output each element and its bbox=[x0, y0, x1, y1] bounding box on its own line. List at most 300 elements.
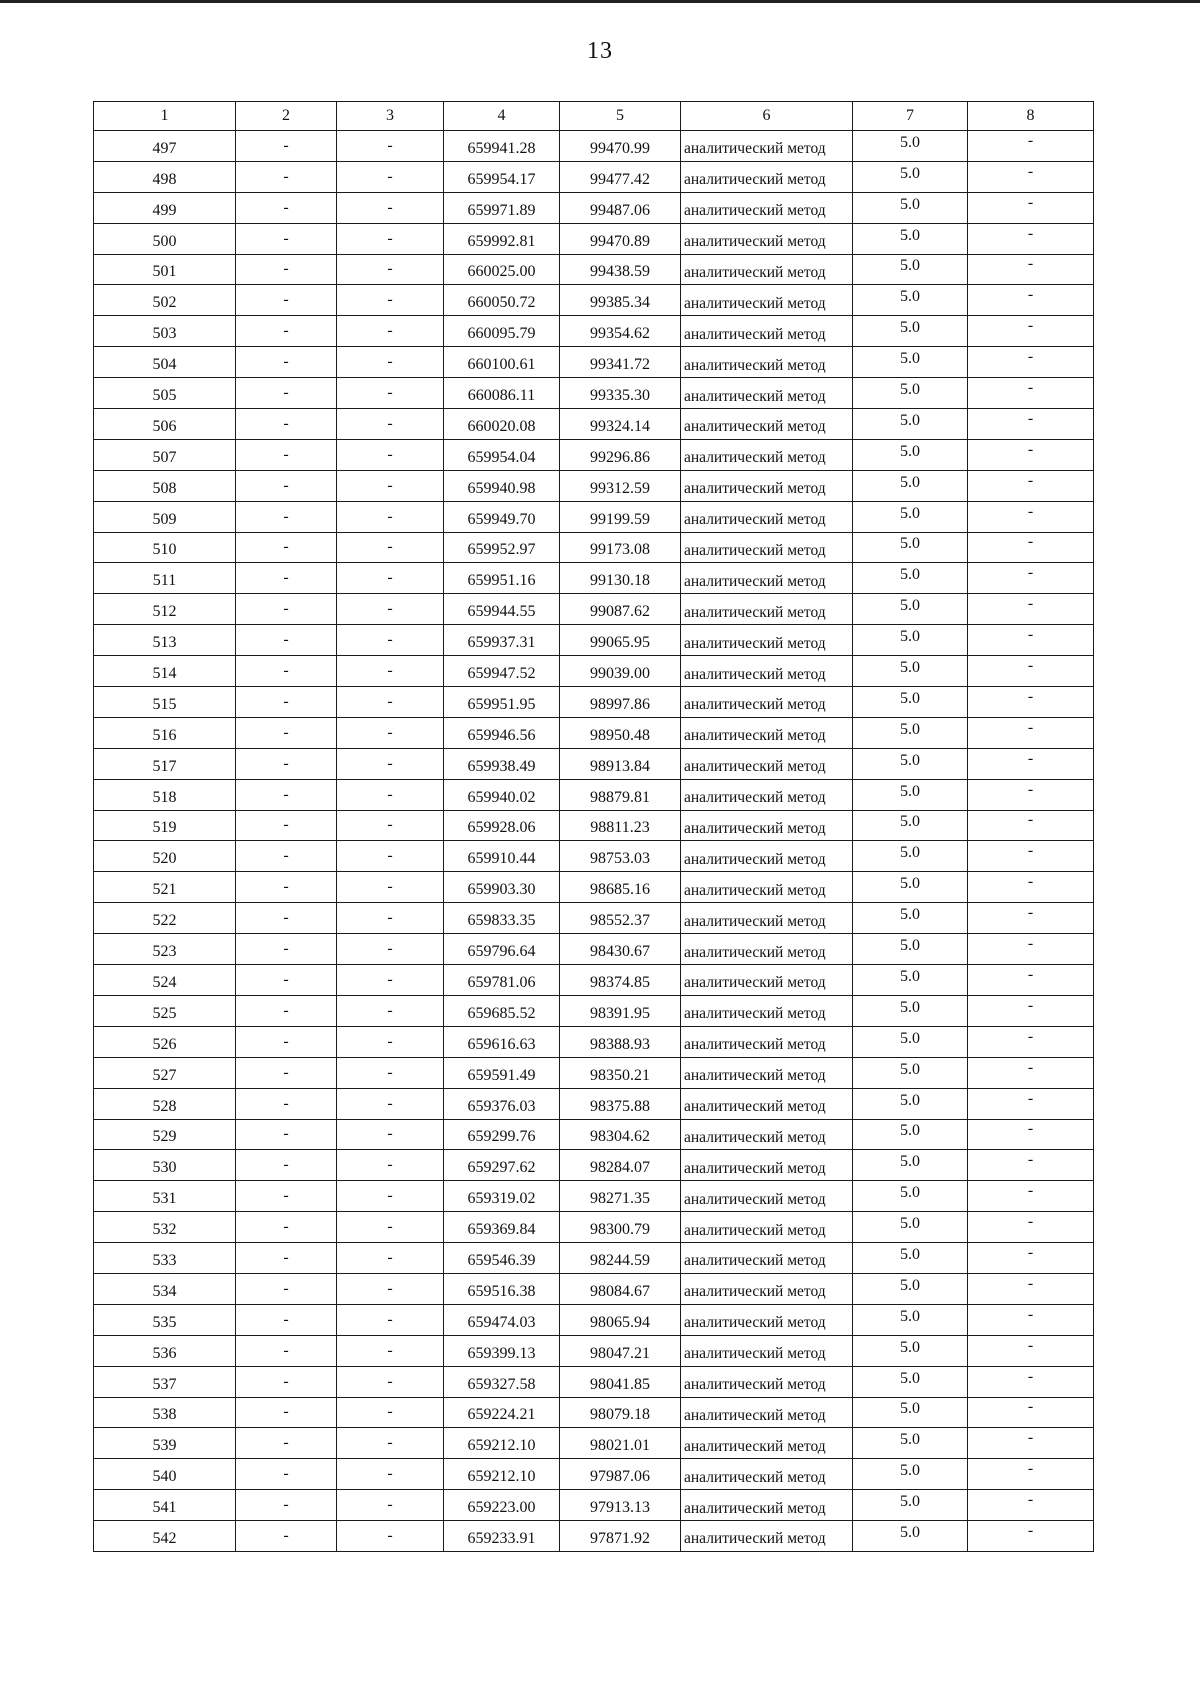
table-row bbox=[94, 1335, 1094, 1366]
x-coordinate-cell-text: 660095.79 bbox=[467, 325, 536, 343]
col8-cell-text: - bbox=[1027, 687, 1034, 705]
y-coordinate-cell bbox=[560, 192, 681, 223]
y-coordinate-cell-text: 98997.86 bbox=[590, 695, 650, 713]
col3-cell-text: - bbox=[387, 538, 393, 556]
accuracy-cell bbox=[853, 347, 968, 378]
point-number-cell-text: 498 bbox=[152, 170, 177, 188]
accuracy-cell-text: 5.0 bbox=[900, 1431, 920, 1449]
col2-cell-text: - bbox=[283, 476, 289, 494]
y-coordinate-cell-text: 99470.89 bbox=[590, 232, 650, 250]
point-number-cell bbox=[94, 470, 236, 501]
x-coordinate-cell bbox=[444, 161, 560, 192]
point-number-cell-text: 527 bbox=[152, 1066, 177, 1084]
col8-cell-text: - bbox=[1027, 317, 1034, 335]
col2-cell bbox=[236, 687, 337, 718]
accuracy-cell-text: 5.0 bbox=[900, 442, 920, 460]
method-cell bbox=[681, 1026, 853, 1057]
x-coordinate-cell-text: 659833.35 bbox=[467, 912, 536, 930]
top-border-line bbox=[0, 0, 1200, 3]
col8-cell-text: - bbox=[1027, 440, 1034, 458]
accuracy-cell bbox=[853, 934, 968, 965]
x-coordinate-cell bbox=[444, 192, 560, 223]
method-cell-text: аналитический метод bbox=[684, 1005, 826, 1023]
col2-cell bbox=[236, 1490, 337, 1521]
y-coordinate-cell bbox=[560, 378, 681, 409]
col2-cell-text: - bbox=[283, 167, 289, 185]
method-cell-text: аналитический метод bbox=[684, 1468, 826, 1486]
accuracy-cell bbox=[853, 717, 968, 748]
col2-cell bbox=[236, 965, 337, 996]
table-row bbox=[94, 748, 1094, 779]
y-coordinate-cell-text: 99487.06 bbox=[590, 201, 650, 219]
col3-cell bbox=[337, 748, 444, 779]
accuracy-cell-text: 5.0 bbox=[900, 1184, 920, 1202]
col3-cell-text: - bbox=[387, 445, 393, 463]
col3-cell bbox=[337, 1026, 444, 1057]
col8-cell-text: - bbox=[1027, 1367, 1034, 1385]
x-coordinate-cell bbox=[444, 439, 560, 470]
accuracy-cell-text: 5.0 bbox=[900, 411, 920, 429]
y-coordinate-cell-text: 99065.95 bbox=[590, 634, 650, 652]
col8-cell bbox=[968, 347, 1094, 378]
point-number-cell-text: 513 bbox=[152, 634, 177, 652]
x-coordinate-cell bbox=[444, 378, 560, 409]
col2-cell-text: - bbox=[283, 1032, 289, 1050]
method-cell bbox=[681, 687, 853, 718]
col3-cell-text: - bbox=[387, 353, 393, 371]
x-coordinate-cell-text: 660025.00 bbox=[467, 263, 536, 281]
method-cell bbox=[681, 872, 853, 903]
col8-cell bbox=[968, 1119, 1094, 1150]
point-number-cell-text: 503 bbox=[152, 325, 177, 343]
y-coordinate-cell bbox=[560, 1521, 681, 1552]
y-coordinate-cell bbox=[560, 532, 681, 563]
col3-cell-text: - bbox=[387, 878, 393, 896]
accuracy-cell-text: 5.0 bbox=[900, 1153, 920, 1171]
x-coordinate-cell-text: 659474.03 bbox=[467, 1313, 536, 1331]
col8-cell bbox=[968, 1273, 1094, 1304]
accuracy-cell bbox=[853, 1304, 968, 1335]
accuracy-cell-text: 5.0 bbox=[900, 720, 920, 738]
y-coordinate-cell-text: 99087.62 bbox=[590, 603, 650, 621]
method-cell-text: аналитический метод bbox=[684, 1098, 826, 1115]
col2-cell bbox=[236, 439, 337, 470]
col2-cell-text: - bbox=[283, 909, 289, 927]
method-cell bbox=[681, 1490, 853, 1521]
point-number-cell-text: 539 bbox=[152, 1437, 177, 1455]
table-row bbox=[94, 470, 1094, 501]
col8-cell-text: - bbox=[1027, 965, 1034, 983]
header-col-6: 6 bbox=[681, 102, 853, 131]
accuracy-cell bbox=[853, 532, 968, 563]
method-cell-text: аналитический метод bbox=[684, 1314, 826, 1332]
accuracy-cell bbox=[853, 810, 968, 841]
y-coordinate-cell-text: 99477.42 bbox=[590, 170, 650, 188]
table-row bbox=[94, 1212, 1094, 1243]
col2-cell bbox=[236, 1088, 337, 1119]
x-coordinate-cell-text: 659903.30 bbox=[467, 881, 536, 899]
col3-cell bbox=[337, 1459, 444, 1490]
col8-cell-text: - bbox=[1027, 1182, 1034, 1200]
method-cell-text: аналитический метод bbox=[684, 511, 826, 529]
col2-cell bbox=[236, 656, 337, 687]
col3-cell-text: - bbox=[387, 1094, 393, 1112]
col8-cell bbox=[968, 748, 1094, 779]
accuracy-cell-text: 5.0 bbox=[900, 381, 920, 399]
y-coordinate-cell-text: 98391.95 bbox=[590, 1004, 650, 1022]
method-cell bbox=[681, 1181, 853, 1212]
col8-cell-text: - bbox=[1027, 1491, 1034, 1509]
col2-cell-text: - bbox=[283, 1310, 289, 1328]
method-cell-text: аналитический метод bbox=[684, 171, 826, 189]
y-coordinate-cell bbox=[560, 501, 681, 532]
point-number-cell bbox=[94, 1088, 236, 1119]
y-coordinate-cell bbox=[560, 254, 681, 285]
col2-cell bbox=[236, 1273, 337, 1304]
method-cell-text: аналитический метод bbox=[684, 202, 826, 220]
col3-cell-text: - bbox=[387, 692, 393, 710]
point-number-cell-text: 502 bbox=[152, 294, 177, 312]
header-col-5: 5 bbox=[560, 102, 681, 131]
x-coordinate-cell-text: 659937.31 bbox=[467, 634, 536, 652]
method-cell bbox=[681, 347, 853, 378]
y-coordinate-cell bbox=[560, 285, 681, 316]
x-coordinate-cell-text: 659940.98 bbox=[467, 479, 536, 497]
col2-cell bbox=[236, 1304, 337, 1335]
point-number-cell-text: 508 bbox=[152, 479, 177, 497]
method-cell-text: аналитический метод bbox=[684, 294, 826, 312]
point-number-cell-text: 528 bbox=[152, 1097, 177, 1115]
method-cell-text: аналитический метод bbox=[684, 943, 826, 961]
col3-cell bbox=[337, 1273, 444, 1304]
point-number-cell-text: 501 bbox=[152, 263, 177, 281]
col2-cell bbox=[236, 316, 337, 347]
col3-cell-text: - bbox=[387, 322, 393, 340]
col2-cell-text: - bbox=[283, 1434, 289, 1452]
method-cell bbox=[681, 717, 853, 748]
col2-cell-text: - bbox=[283, 1372, 289, 1390]
y-coordinate-cell bbox=[560, 1397, 681, 1428]
method-cell-text: аналитический метод bbox=[684, 819, 826, 837]
col3-cell bbox=[337, 656, 444, 687]
accuracy-cell-text: 5.0 bbox=[900, 1400, 920, 1418]
y-coordinate-cell bbox=[560, 1212, 681, 1243]
accuracy-cell-text: 5.0 bbox=[900, 1338, 920, 1356]
y-coordinate-cell-text: 98879.81 bbox=[590, 788, 650, 806]
col3-cell-text: - bbox=[387, 754, 393, 772]
method-cell-text: аналитический метод bbox=[684, 1159, 826, 1177]
col2-cell-text: - bbox=[283, 136, 289, 154]
col8-cell bbox=[968, 810, 1094, 841]
col3-cell bbox=[337, 470, 444, 501]
x-coordinate-cell-text: 659941.28 bbox=[467, 139, 536, 157]
table-row bbox=[94, 409, 1094, 440]
x-coordinate-cell-text: 659949.70 bbox=[467, 510, 536, 528]
accuracy-cell bbox=[853, 1397, 968, 1428]
col8-cell bbox=[968, 1243, 1094, 1274]
accuracy-cell-text: 5.0 bbox=[900, 937, 920, 955]
accuracy-cell-text: 5.0 bbox=[900, 226, 920, 244]
y-coordinate-cell bbox=[560, 1088, 681, 1119]
header-col-7: 7 bbox=[853, 102, 968, 131]
col3-cell bbox=[337, 1521, 444, 1552]
col3-cell bbox=[337, 563, 444, 594]
method-cell-text: аналитический метод bbox=[684, 912, 826, 930]
table-row bbox=[94, 1026, 1094, 1057]
col8-cell-text: - bbox=[1027, 996, 1034, 1014]
col2-cell bbox=[236, 1181, 337, 1212]
col8-cell-text: - bbox=[1027, 533, 1034, 551]
y-coordinate-cell-text: 99385.34 bbox=[590, 294, 650, 312]
col8-cell-text: - bbox=[1027, 1151, 1034, 1169]
col2-cell bbox=[236, 131, 337, 162]
accuracy-cell bbox=[853, 192, 968, 223]
x-coordinate-cell bbox=[444, 409, 560, 440]
x-coordinate-cell-text: 659971.89 bbox=[467, 201, 536, 219]
col8-cell bbox=[968, 1428, 1094, 1459]
header-col-1: 1 bbox=[94, 102, 236, 131]
accuracy-cell-text: 5.0 bbox=[900, 659, 920, 677]
col2-cell-text: - bbox=[283, 692, 289, 710]
table-row bbox=[94, 1088, 1094, 1119]
col8-cell bbox=[968, 192, 1094, 223]
accuracy-cell bbox=[853, 1335, 968, 1366]
col2-cell-text: - bbox=[283, 1496, 289, 1514]
point-number-cell bbox=[94, 1335, 236, 1366]
point-number-cell-text: 536 bbox=[152, 1344, 177, 1362]
col3-cell bbox=[337, 995, 444, 1026]
y-coordinate-cell-text: 98244.59 bbox=[590, 1251, 650, 1269]
col2-cell-text: - bbox=[283, 445, 289, 463]
accuracy-cell-text: 5.0 bbox=[900, 319, 920, 337]
point-number-cell-text: 531 bbox=[152, 1190, 177, 1208]
col8-cell bbox=[968, 872, 1094, 903]
method-cell-text: аналитический метод bbox=[684, 1190, 826, 1208]
y-coordinate-cell-text: 98913.84 bbox=[590, 757, 650, 775]
method-cell-text: аналитический метод bbox=[684, 572, 826, 590]
accuracy-cell-text: 5.0 bbox=[900, 350, 920, 368]
col3-cell-text: - bbox=[387, 291, 393, 309]
col2-cell-text: - bbox=[283, 414, 289, 432]
col2-cell-text: - bbox=[283, 631, 289, 649]
point-number-cell-text: 529 bbox=[152, 1128, 177, 1146]
col8-cell bbox=[968, 1181, 1094, 1212]
method-cell-text: аналитический метод bbox=[684, 696, 826, 714]
col2-cell bbox=[236, 1119, 337, 1150]
point-number-cell-text: 530 bbox=[152, 1159, 177, 1177]
col8-cell bbox=[968, 532, 1094, 563]
point-number-cell-text: 511 bbox=[152, 572, 177, 590]
y-coordinate-cell-text: 98552.37 bbox=[590, 912, 650, 930]
col3-cell-text: - bbox=[387, 723, 393, 741]
y-coordinate-cell bbox=[560, 903, 681, 934]
col8-cell-text: - bbox=[1027, 842, 1034, 860]
y-coordinate-cell-text: 98021.01 bbox=[590, 1437, 650, 1455]
y-coordinate-cell-text: 98350.21 bbox=[590, 1066, 650, 1084]
point-number-cell-text: 523 bbox=[152, 943, 177, 961]
col2-cell-text: - bbox=[283, 970, 289, 988]
y-coordinate-cell bbox=[560, 563, 681, 594]
method-cell-text: аналитический метод bbox=[684, 387, 826, 405]
y-coordinate-cell-text: 98950.48 bbox=[590, 726, 650, 744]
y-coordinate-cell bbox=[560, 625, 681, 656]
point-number-cell bbox=[94, 1243, 236, 1274]
col8-cell-text: - bbox=[1027, 471, 1034, 489]
x-coordinate-cell bbox=[444, 1273, 560, 1304]
col2-cell bbox=[236, 1026, 337, 1057]
col3-cell bbox=[337, 1243, 444, 1274]
x-coordinate-cell-text: 659781.06 bbox=[467, 973, 536, 991]
col8-cell bbox=[968, 717, 1094, 748]
col2-cell bbox=[236, 594, 337, 625]
col3-cell bbox=[337, 501, 444, 532]
col2-cell bbox=[236, 995, 337, 1026]
x-coordinate-cell-text: 660086.11 bbox=[467, 387, 536, 405]
method-cell bbox=[681, 285, 853, 316]
y-coordinate-cell bbox=[560, 717, 681, 748]
point-number-cell bbox=[94, 1212, 236, 1243]
point-number-cell bbox=[94, 1273, 236, 1304]
point-number-cell-text: 500 bbox=[152, 232, 177, 250]
x-coordinate-cell-text: 659944.55 bbox=[467, 603, 536, 621]
table-row bbox=[94, 1428, 1094, 1459]
point-number-cell bbox=[94, 748, 236, 779]
point-number-cell-text: 514 bbox=[152, 665, 177, 683]
col2-cell bbox=[236, 563, 337, 594]
method-cell-text: аналитический метод bbox=[684, 541, 826, 559]
col2-cell-text: - bbox=[283, 940, 289, 958]
point-number-cell bbox=[94, 378, 236, 409]
accuracy-cell bbox=[853, 285, 968, 316]
col3-cell bbox=[337, 717, 444, 748]
point-number-cell-text: 505 bbox=[152, 387, 177, 405]
accuracy-cell-text: 5.0 bbox=[900, 1493, 920, 1511]
table-row bbox=[94, 1521, 1094, 1552]
x-coordinate-cell bbox=[444, 872, 560, 903]
table-row bbox=[94, 347, 1094, 378]
x-coordinate-cell bbox=[444, 563, 560, 594]
col2-cell-text: - bbox=[283, 353, 289, 371]
y-coordinate-cell-text: 99324.14 bbox=[590, 417, 650, 435]
point-number-cell-text: 522 bbox=[152, 912, 177, 930]
point-number-cell-text: 510 bbox=[152, 541, 177, 559]
col2-cell bbox=[236, 1335, 337, 1366]
accuracy-cell-text: 5.0 bbox=[900, 133, 920, 151]
col8-cell bbox=[968, 563, 1094, 594]
y-coordinate-cell-text: 99199.59 bbox=[590, 510, 650, 528]
y-coordinate-cell bbox=[560, 872, 681, 903]
point-number-cell bbox=[94, 934, 236, 965]
col3-cell bbox=[337, 347, 444, 378]
point-number-cell bbox=[94, 501, 236, 532]
accuracy-cell-text: 5.0 bbox=[900, 164, 920, 182]
y-coordinate-cell bbox=[560, 1459, 681, 1490]
y-coordinate-cell-text: 99312.59 bbox=[590, 479, 650, 497]
point-number-cell bbox=[94, 1366, 236, 1397]
x-coordinate-cell bbox=[444, 1150, 560, 1181]
col3-cell bbox=[337, 687, 444, 718]
accuracy-cell bbox=[853, 161, 968, 192]
x-coordinate-cell bbox=[444, 625, 560, 656]
col8-cell-text: - bbox=[1027, 1398, 1034, 1416]
col2-cell bbox=[236, 625, 337, 656]
point-number-cell-text: 520 bbox=[152, 850, 177, 868]
y-coordinate-cell-text: 98079.18 bbox=[590, 1406, 650, 1424]
accuracy-cell-text: 5.0 bbox=[900, 1029, 920, 1047]
accuracy-cell bbox=[853, 254, 968, 285]
col8-cell bbox=[968, 779, 1094, 810]
x-coordinate-cell bbox=[444, 656, 560, 687]
col3-cell bbox=[337, 1366, 444, 1397]
col3-cell-text: - bbox=[387, 1310, 393, 1328]
accuracy-cell bbox=[853, 625, 968, 656]
method-cell bbox=[681, 409, 853, 440]
y-coordinate-cell-text: 98685.16 bbox=[590, 881, 650, 899]
col8-cell bbox=[968, 501, 1094, 532]
col3-cell-text: - bbox=[387, 1187, 393, 1205]
accuracy-cell-text: 5.0 bbox=[900, 998, 920, 1016]
x-coordinate-cell bbox=[444, 347, 560, 378]
point-number-cell-text: 541 bbox=[152, 1499, 177, 1517]
col3-cell-text: - bbox=[387, 1218, 393, 1236]
table-row bbox=[94, 965, 1094, 996]
y-coordinate-cell bbox=[560, 1273, 681, 1304]
table-row bbox=[94, 439, 1094, 470]
col3-cell-text: - bbox=[387, 476, 393, 494]
point-number-cell bbox=[94, 563, 236, 594]
col3-cell-text: - bbox=[387, 1156, 393, 1174]
col2-cell-text: - bbox=[283, 198, 289, 216]
header-col-2: 2 bbox=[236, 102, 337, 131]
y-coordinate-cell-text: 99130.18 bbox=[590, 572, 650, 590]
accuracy-cell bbox=[853, 656, 968, 687]
col8-cell-text: - bbox=[1027, 1460, 1034, 1478]
y-coordinate-cell-text: 97871.92 bbox=[590, 1529, 650, 1547]
col3-cell-text: - bbox=[387, 136, 393, 154]
method-cell bbox=[681, 501, 853, 532]
col2-cell bbox=[236, 810, 337, 841]
y-coordinate-cell bbox=[560, 131, 681, 162]
col3-cell-text: - bbox=[387, 569, 393, 587]
table-row bbox=[94, 1459, 1094, 1490]
method-cell-text: аналитический метод bbox=[684, 1406, 826, 1424]
col8-cell bbox=[968, 934, 1094, 965]
method-cell bbox=[681, 1304, 853, 1335]
y-coordinate-cell-text: 98041.85 bbox=[590, 1375, 650, 1393]
col8-cell bbox=[968, 625, 1094, 656]
accuracy-cell-text: 5.0 bbox=[900, 257, 920, 275]
col3-cell bbox=[337, 1057, 444, 1088]
x-coordinate-cell bbox=[444, 934, 560, 965]
x-coordinate-cell bbox=[444, 1212, 560, 1243]
col8-cell bbox=[968, 378, 1094, 409]
accuracy-cell bbox=[853, 1212, 968, 1243]
method-cell-text: аналитический метод bbox=[684, 263, 826, 281]
col3-cell-text: - bbox=[387, 1341, 393, 1359]
col2-cell bbox=[236, 470, 337, 501]
y-coordinate-cell-text: 98065.94 bbox=[590, 1313, 650, 1331]
accuracy-cell-text: 5.0 bbox=[900, 1122, 920, 1140]
col3-cell bbox=[337, 285, 444, 316]
y-coordinate-cell-text: 98375.88 bbox=[590, 1097, 650, 1115]
col3-cell-text: - bbox=[387, 384, 393, 402]
col3-cell-text: - bbox=[387, 847, 393, 865]
accuracy-cell-text: 5.0 bbox=[900, 597, 920, 615]
point-number-cell bbox=[94, 1428, 236, 1459]
accuracy-cell bbox=[853, 1459, 968, 1490]
col2-cell-text: - bbox=[283, 1341, 289, 1359]
col2-cell-text: - bbox=[283, 600, 289, 618]
